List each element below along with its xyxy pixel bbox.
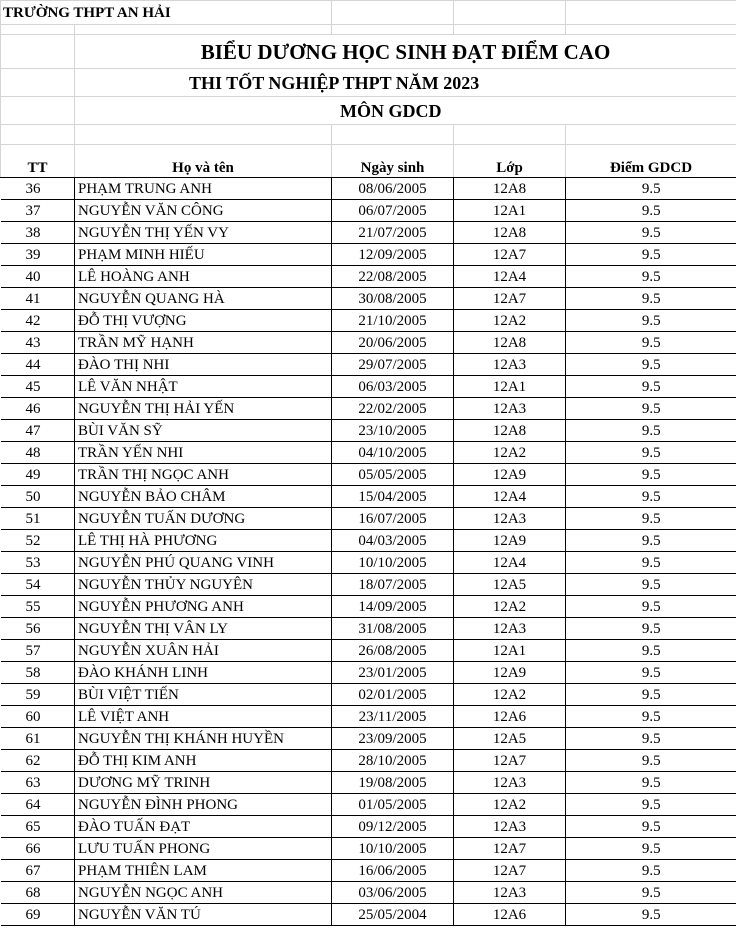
birth-date-cell[interactable]: 29/07/2005: [332, 354, 454, 376]
class-cell[interactable]: 12A2: [454, 442, 566, 464]
row-number-cell[interactable]: 47: [1, 420, 75, 442]
birth-date-cell[interactable]: 30/08/2005: [332, 288, 454, 310]
row-number-cell[interactable]: 49: [1, 464, 75, 486]
birth-date-cell[interactable]: 12/09/2005: [332, 244, 454, 266]
table-row: [1, 640, 736, 662]
score-cell[interactable]: 9.5: [566, 310, 736, 332]
birth-date-cell[interactable]: 25/05/2004: [332, 904, 454, 926]
empty-cell[interactable]: [75, 125, 332, 145]
class-cell[interactable]: 12A2: [454, 310, 566, 332]
score-cell[interactable]: 9.5: [566, 442, 736, 464]
score-cell[interactable]: 9.5: [566, 904, 736, 926]
student-name-cell[interactable]: NGUYỄN ĐÌNH PHONG: [75, 794, 332, 816]
column-header-tt[interactable]: TT: [1, 145, 75, 178]
row-number-cell[interactable]: 59: [1, 684, 75, 706]
table-row: [1, 706, 736, 728]
student-name-cell[interactable]: NGUYỄN PHƯƠNG ANH: [75, 596, 332, 618]
table-row: [1, 486, 736, 508]
class-cell[interactable]: 12A6: [454, 706, 566, 728]
row-number-cell[interactable]: 39: [1, 244, 75, 266]
birth-date-cell[interactable]: 05/05/2005: [332, 464, 454, 486]
empty-cell[interactable]: [1, 69, 75, 97]
score-cell[interactable]: 9.5: [566, 222, 736, 244]
class-cell[interactable]: 12A9: [454, 662, 566, 684]
row-number-cell[interactable]: 63: [1, 772, 75, 794]
birth-date-cell[interactable]: 10/10/2005: [332, 838, 454, 860]
row-number-cell[interactable]: 45: [1, 376, 75, 398]
class-cell[interactable]: 12A8: [454, 332, 566, 354]
student-name-cell[interactable]: NGUYỄN PHÚ QUANG VINH: [75, 552, 332, 574]
student-name-cell[interactable]: LÊ THỊ HÀ PHƯƠNG: [75, 530, 332, 552]
class-cell[interactable]: 12A4: [454, 266, 566, 288]
student-name-cell[interactable]: NGUYỄN VĂN TÚ: [75, 904, 332, 926]
table-row: [1, 398, 736, 420]
empty-cell[interactable]: [454, 125, 566, 145]
table-row: [1, 794, 736, 816]
birth-date-cell[interactable]: 15/04/2005: [332, 486, 454, 508]
table-row: [1, 222, 736, 244]
row-number-cell[interactable]: 58: [1, 662, 75, 684]
score-cell[interactable]: 9.5: [566, 640, 736, 662]
class-cell[interactable]: 12A4: [454, 552, 566, 574]
class-cell[interactable]: 12A1: [454, 640, 566, 662]
student-name-cell[interactable]: NGUYỄN THỊ HẢI YẾN: [75, 398, 332, 420]
score-cell[interactable]: 9.5: [566, 662, 736, 684]
empty-cell[interactable]: [454, 1, 566, 25]
score-cell[interactable]: 9.5: [566, 750, 736, 772]
score-cell[interactable]: 9.5: [566, 618, 736, 640]
student-name-cell[interactable]: BÙI VĂN SỸ: [75, 420, 332, 442]
row-number-cell[interactable]: 46: [1, 398, 75, 420]
class-cell[interactable]: 12A8: [454, 222, 566, 244]
birth-date-cell[interactable]: 06/03/2005: [332, 376, 454, 398]
birth-date-cell[interactable]: 18/07/2005: [332, 574, 454, 596]
row-number-cell[interactable]: 43: [1, 332, 75, 354]
subject-title[interactable]: MÔN GDCD: [75, 97, 736, 125]
empty-cell[interactable]: [1, 97, 75, 125]
student-name-cell[interactable]: NGUYỄN THỊ VÂN LY: [75, 618, 332, 640]
table-row: [1, 420, 736, 442]
birth-date-cell[interactable]: 23/09/2005: [332, 728, 454, 750]
table-row: [1, 662, 736, 684]
row-number-cell[interactable]: 57: [1, 640, 75, 662]
column-header-class[interactable]: Lớp: [454, 145, 566, 178]
empty-cell[interactable]: [332, 1, 454, 25]
student-name-cell[interactable]: TRẦN YẾN NHI: [75, 442, 332, 464]
table-row: [1, 354, 736, 376]
score-cell[interactable]: 9.5: [566, 354, 736, 376]
table-row: [1, 178, 736, 200]
student-name-cell[interactable]: LƯU TUẤN PHONG: [75, 838, 332, 860]
row-number-cell[interactable]: 66: [1, 838, 75, 860]
table-row: [1, 244, 736, 266]
student-name-cell[interactable]: ĐỖ THỊ VƯỢNG: [75, 310, 332, 332]
table-row: [1, 772, 736, 794]
row-number-cell[interactable]: 54: [1, 574, 75, 596]
empty-cell[interactable]: [1, 125, 75, 145]
birth-date-cell[interactable]: 22/08/2005: [332, 266, 454, 288]
birth-date-cell[interactable]: 14/09/2005: [332, 596, 454, 618]
score-cell[interactable]: 9.5: [566, 530, 736, 552]
student-name-cell[interactable]: TRẦN THỊ NGỌC ANH: [75, 464, 332, 486]
row-number-cell[interactable]: 52: [1, 530, 75, 552]
student-name-cell[interactable]: NGUYỄN XUÂN HẢI: [75, 640, 332, 662]
row-number-cell[interactable]: 44: [1, 354, 75, 376]
row-number-cell[interactable]: 50: [1, 486, 75, 508]
score-cell[interactable]: 9.5: [566, 420, 736, 442]
class-cell[interactable]: 12A3: [454, 816, 566, 838]
student-name-cell[interactable]: PHẠM MINH HIẾU: [75, 244, 332, 266]
table-row: [1, 266, 736, 288]
student-name-cell[interactable]: LÊ HOÀNG ANH: [75, 266, 332, 288]
school-name[interactable]: TRƯỜNG THPT AN HẢI: [1, 1, 332, 25]
score-cell[interactable]: 9.5: [566, 860, 736, 882]
student-name-cell[interactable]: ĐỖ THỊ KIM ANH: [75, 750, 332, 772]
birth-date-cell[interactable]: 19/08/2005: [332, 772, 454, 794]
class-cell[interactable]: 12A3: [454, 772, 566, 794]
table-row: [1, 376, 736, 398]
exam-title[interactable]: THI TỐT NGHIỆP THPT NĂM 2023: [75, 69, 736, 97]
class-cell[interactable]: 12A7: [454, 860, 566, 882]
score-cell[interactable]: 9.5: [566, 838, 736, 860]
student-name-cell[interactable]: NGUYỄN NGỌC ANH: [75, 882, 332, 904]
row-number-cell[interactable]: 41: [1, 288, 75, 310]
score-cell[interactable]: 9.5: [566, 706, 736, 728]
class-cell[interactable]: 12A3: [454, 508, 566, 530]
score-cell[interactable]: 9.5: [566, 288, 736, 310]
table-row: [1, 684, 736, 706]
score-cell[interactable]: 9.5: [566, 684, 736, 706]
row-number-cell[interactable]: 38: [1, 222, 75, 244]
empty-cell[interactable]: [566, 25, 736, 35]
table-body: [1, 178, 736, 926]
table-row: [1, 310, 736, 332]
table-row: [1, 574, 736, 596]
score-cell[interactable]: 9.5: [566, 816, 736, 838]
birth-date-cell[interactable]: 23/11/2005: [332, 706, 454, 728]
score-cell[interactable]: 9.5: [566, 332, 736, 354]
birth-date-cell[interactable]: 08/06/2005: [332, 178, 454, 200]
empty-cell[interactable]: [1, 25, 75, 35]
class-cell[interactable]: 12A9: [454, 530, 566, 552]
table-row: [1, 750, 736, 772]
student-name-cell[interactable]: NGUYỄN QUANG HÀ: [75, 288, 332, 310]
birth-date-cell[interactable]: 16/07/2005: [332, 508, 454, 530]
empty-cell[interactable]: [1, 35, 75, 69]
class-cell[interactable]: 12A3: [454, 618, 566, 640]
score-cell[interactable]: 9.5: [566, 508, 736, 530]
student-name-cell[interactable]: NGUYỄN TUẤN DƯƠNG: [75, 508, 332, 530]
birth-date-cell[interactable]: 04/10/2005: [332, 442, 454, 464]
row-number-cell[interactable]: 65: [1, 816, 75, 838]
table-row: [1, 332, 736, 354]
class-cell[interactable]: 12A5: [454, 574, 566, 596]
student-name-cell[interactable]: ĐÀO THỊ NHI: [75, 354, 332, 376]
student-name-cell[interactable]: DƯƠNG MỸ TRINH: [75, 772, 332, 794]
column-header-score[interactable]: Điểm GDCD: [566, 145, 736, 178]
table-row: [1, 860, 736, 882]
score-cell[interactable]: 9.5: [566, 486, 736, 508]
student-name-cell[interactable]: ĐÀO KHÁNH LINH: [75, 662, 332, 684]
table-row: [1, 904, 736, 926]
empty-cell[interactable]: [566, 125, 736, 145]
class-cell[interactable]: 12A1: [454, 200, 566, 222]
student-name-cell[interactable]: LÊ VĂN NHẬT: [75, 376, 332, 398]
score-cell[interactable]: 9.5: [566, 794, 736, 816]
birth-date-cell[interactable]: 16/06/2005: [332, 860, 454, 882]
row-number-cell[interactable]: 37: [1, 200, 75, 222]
row-number-cell[interactable]: 48: [1, 442, 75, 464]
table-row: [1, 288, 736, 310]
row-number-cell[interactable]: 42: [1, 310, 75, 332]
row-number-cell[interactable]: 53: [1, 552, 75, 574]
student-name-cell[interactable]: PHẠM THIÊN LAM: [75, 860, 332, 882]
score-cell[interactable]: 9.5: [566, 200, 736, 222]
score-cell[interactable]: 9.5: [566, 178, 736, 200]
class-cell[interactable]: 12A3: [454, 882, 566, 904]
row-number-cell[interactable]: 64: [1, 794, 75, 816]
class-cell[interactable]: 12A4: [454, 486, 566, 508]
score-cell[interactable]: 9.5: [566, 552, 736, 574]
table-row: [1, 596, 736, 618]
class-cell[interactable]: 12A5: [454, 728, 566, 750]
table-row: [1, 618, 736, 640]
birth-date-cell[interactable]: 22/02/2005: [332, 398, 454, 420]
score-cell[interactable]: 9.5: [566, 398, 736, 420]
score-cell[interactable]: 9.5: [566, 244, 736, 266]
row-number-cell[interactable]: 40: [1, 266, 75, 288]
empty-cell[interactable]: [332, 125, 454, 145]
class-cell[interactable]: 12A2: [454, 794, 566, 816]
student-name-cell[interactable]: NGUYỄN THỦY NGUYÊN: [75, 574, 332, 596]
birth-date-cell[interactable]: 02/01/2005: [332, 684, 454, 706]
birth-date-cell[interactable]: 23/10/2005: [332, 420, 454, 442]
birth-date-cell[interactable]: 21/07/2005: [332, 222, 454, 244]
row-number-cell[interactable]: 60: [1, 706, 75, 728]
birth-date-cell[interactable]: 03/06/2005: [332, 882, 454, 904]
student-name-cell[interactable]: NGUYỄN VĂN CÔNG: [75, 200, 332, 222]
class-cell[interactable]: 12A7: [454, 244, 566, 266]
empty-cell[interactable]: [332, 25, 454, 35]
column-header-dob[interactable]: Ngày sinh: [332, 145, 454, 178]
class-cell[interactable]: 12A7: [454, 288, 566, 310]
class-cell[interactable]: 12A1: [454, 376, 566, 398]
table-row: [1, 552, 736, 574]
class-cell[interactable]: 12A6: [454, 904, 566, 926]
table-row: [1, 838, 736, 860]
class-cell[interactable]: 12A8: [454, 420, 566, 442]
table-row: [1, 816, 736, 838]
student-name-cell[interactable]: NGUYỄN THỊ YẾN VY: [75, 222, 332, 244]
score-cell[interactable]: 9.5: [566, 266, 736, 288]
empty-cell[interactable]: [566, 1, 736, 25]
birth-date-cell[interactable]: 26/08/2005: [332, 640, 454, 662]
score-cell[interactable]: 9.5: [566, 574, 736, 596]
table-row: [1, 200, 736, 222]
table-row: [1, 530, 736, 552]
birth-date-cell[interactable]: 21/10/2005: [332, 310, 454, 332]
class-cell[interactable]: 12A7: [454, 838, 566, 860]
page-title[interactable]: BIỂU DƯƠNG HỌC SINH ĐẠT ĐIỂM CAO: [75, 35, 736, 69]
student-name-cell[interactable]: LÊ VIỆT ANH: [75, 706, 332, 728]
row-number-cell[interactable]: 61: [1, 728, 75, 750]
birth-date-cell[interactable]: 06/07/2005: [332, 200, 454, 222]
birth-date-cell[interactable]: 23/01/2005: [332, 662, 454, 684]
class-cell[interactable]: 12A8: [454, 178, 566, 200]
birth-date-cell[interactable]: 28/10/2005: [332, 750, 454, 772]
birth-date-cell[interactable]: 01/05/2005: [332, 794, 454, 816]
score-cell[interactable]: 9.5: [566, 464, 736, 486]
row-number-cell[interactable]: 51: [1, 508, 75, 530]
class-cell[interactable]: 12A9: [454, 464, 566, 486]
row-number-cell[interactable]: 62: [1, 750, 75, 772]
row-number-cell[interactable]: 68: [1, 882, 75, 904]
student-name-cell[interactable]: TRẦN MỸ HẠNH: [75, 332, 332, 354]
table-row: [1, 728, 736, 750]
table-row: [1, 508, 736, 530]
score-cell[interactable]: 9.5: [566, 596, 736, 618]
row-number-cell[interactable]: 69: [1, 904, 75, 926]
birth-date-cell[interactable]: 31/08/2005: [332, 618, 454, 640]
row-number-cell[interactable]: 56: [1, 618, 75, 640]
score-cell[interactable]: 9.5: [566, 728, 736, 750]
student-name-cell[interactable]: NGUYỄN BẢO CHÂM: [75, 486, 332, 508]
score-cell[interactable]: 9.5: [566, 376, 736, 398]
row-number-cell[interactable]: 36: [1, 178, 75, 200]
score-cell[interactable]: 9.5: [566, 882, 736, 904]
student-name-cell[interactable]: NGUYỄN THỊ KHÁNH HUYỀN: [75, 728, 332, 750]
class-cell[interactable]: 12A2: [454, 596, 566, 618]
birth-date-cell[interactable]: 04/03/2005: [332, 530, 454, 552]
class-cell[interactable]: 12A3: [454, 398, 566, 420]
row-number-cell[interactable]: 55: [1, 596, 75, 618]
row-number-cell[interactable]: 67: [1, 860, 75, 882]
table-row: [1, 464, 736, 486]
birth-date-cell[interactable]: 10/10/2005: [332, 552, 454, 574]
student-name-cell[interactable]: BÙI VIỆT TIẾN: [75, 684, 332, 706]
column-header-name[interactable]: Họ và tên: [75, 145, 332, 178]
empty-cell[interactable]: [75, 25, 332, 35]
class-cell[interactable]: 12A3: [454, 354, 566, 376]
birth-date-cell[interactable]: 20/06/2005: [332, 332, 454, 354]
score-cell[interactable]: 9.5: [566, 772, 736, 794]
table-row: [1, 882, 736, 904]
empty-cell[interactable]: [454, 25, 566, 35]
class-cell[interactable]: 12A7: [454, 750, 566, 772]
class-cell[interactable]: 12A2: [454, 684, 566, 706]
table-row: [1, 442, 736, 464]
student-name-cell[interactable]: PHẠM TRUNG ANH: [75, 178, 332, 200]
birth-date-cell[interactable]: 09/12/2005: [332, 816, 454, 838]
student-name-cell[interactable]: ĐÀO TUẤN ĐẠT: [75, 816, 332, 838]
